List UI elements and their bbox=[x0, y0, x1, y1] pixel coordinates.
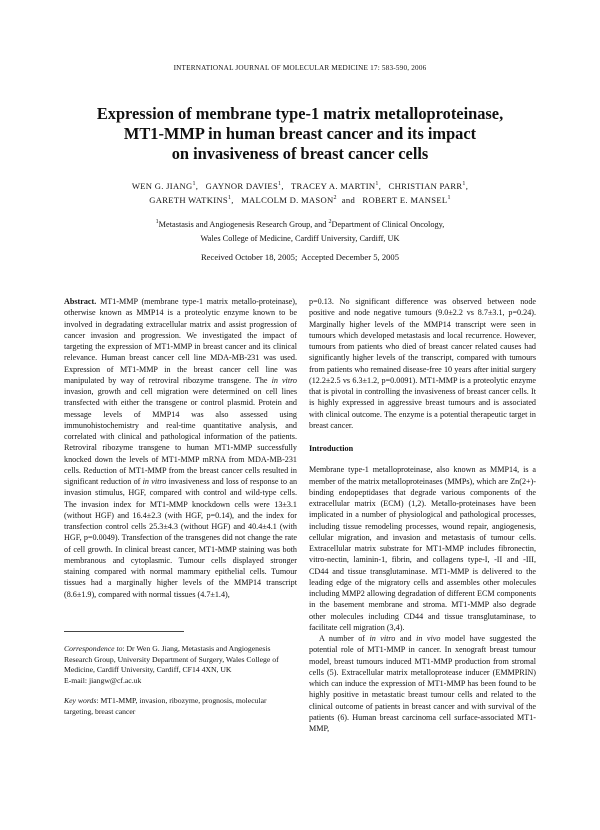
author-sep: , bbox=[195, 181, 204, 191]
intro-italic: in vivo bbox=[416, 634, 441, 643]
running-header: INTERNATIONAL JOURNAL OF MOLECULAR MEDICINE 17: 583-590, 2006 bbox=[173, 64, 427, 72]
article-title bbox=[60, 104, 540, 164]
author-name: GARETH WATKINS bbox=[149, 195, 228, 205]
author-list bbox=[60, 179, 540, 207]
affil-sup-2: 2 bbox=[328, 219, 332, 226]
author-line-2 bbox=[60, 193, 540, 207]
author-sep: and bbox=[336, 195, 360, 205]
intro-italic: in vitro bbox=[369, 634, 396, 643]
intro-paragraph-1: Membrane type-1 metalloproteinase, also known as MMP14, is a member of the matrix metalloproteinases (MMPs), which are Zn(2+)-binding endopeptidases that degrade various components of the extracellular matrix (ECM) (1,2). Metallo-proteinases have been implicated in a number of physiological and pathological processes, including tissue remodeling processes, wound repair, angiogenesis, cellular migration, and invasion and metastasis of tumour cells. Extracellular matrix substrate for MT1-MMP includes fibronectin, vitro-nectin, laminin-1, fibrin, and collagens type-I, -II and -III, CD44 and tissue transglutaminase. MT1-MMP is delivered to the leading edge of the migratory cells and assembles other molecules including MMP2 allowing degradation of different ECM components in the basement membrane and stroma. MT1-MMP also degrade other molecules including CD44 and tissue transglutaminase, to facilitate cell migration (3,4). bbox=[309, 465, 536, 632]
abstract-label: Abstract. bbox=[64, 297, 97, 306]
author-name: MALCOLM D. MASON bbox=[241, 195, 334, 205]
email-note: E-mail: jiangw@cf.ac.uk bbox=[64, 675, 142, 685]
author-sep: , bbox=[231, 195, 239, 205]
intro-text: and bbox=[395, 634, 417, 643]
intro-paragraph-2 bbox=[309, 633, 536, 734]
abstract-text-continued: invasiveness and loss of response to an invasion stimulus, HGF, compared with control and wild-type cells. The invasion index for MT1-MMP knockdown cells were 13±3.1 (without HGF) and 16.4±2.3 (with HGF, p=0.14), and the index for transfection control cells 25.3±4.3 (without HGF) and 40.4±4.1 (with HGF, p=0.0049). Transfection of the transgenes did not change the rate of cell growth. In clinical breast cancer, MT1-MMP staining was both membranous and cytoplasmic. Tumour cells displayed stronger staining compared with normal mammary epithelial cells. Tumour tissues had a marginally higher levels of the MMP14 transcript (8.6±1.9), compared with normal tissues (4.7±1.4), bbox=[64, 477, 298, 599]
correspondence-text: : Dr Wen G. Jiang, Metastasis and Angiogenesis Research Group, University Department of Surgery, Wales College of Medicine, Cardiff University, Cardiff, CF14 4XN, UK bbox=[64, 644, 279, 674]
author-sep: , bbox=[378, 181, 387, 191]
introduction-heading: Introduction bbox=[309, 444, 354, 453]
author-sep: , bbox=[281, 181, 289, 191]
author-name: ROBERT E. MANSEL bbox=[362, 195, 448, 205]
abstract-italic: in vitro bbox=[142, 477, 167, 486]
author-affil-sup: 1 bbox=[192, 181, 196, 188]
abstract-column bbox=[64, 296, 297, 600]
keywords-text: : MT1-MMP, invasion, ribozyme, prognosis, molecular targeting, breast cancer bbox=[64, 696, 267, 716]
title-line-1: Expression of membrane type-1 matrix metalloproteinase, bbox=[96, 104, 504, 123]
author-line-1 bbox=[60, 179, 540, 193]
affiliation-line-1 bbox=[60, 218, 540, 232]
title-line-3: on invasiveness of breast cancer cells bbox=[171, 144, 429, 163]
affil-text-2: Department of Clinical Oncology, bbox=[331, 220, 445, 229]
author-affil-sup: 1 bbox=[278, 181, 282, 188]
affil-text-1: Metastasis and Angiogenesis Research Group, and bbox=[158, 220, 329, 229]
intro-text: A number of bbox=[319, 634, 370, 643]
correspondence-label: Correspondence to bbox=[64, 644, 123, 653]
intro-text: model have suggested the potential role of MT1-MMP in cancer. In xenograft breast tumour model, breast tumours induced MT1-MMP production from stromal cells (5). Extracellular matrix metalloprotease inducer (EMMPRIN) which can induce the expression of MT1-MMP has been found to be highly positive in metastatic breast tumour cells and related to the clinical outcome of patients in breast cancer and with survival of the patients (6). Human breast carcinoma cell surface-associated MT1-MMP, bbox=[309, 634, 536, 733]
author-name: WEN G. JIANG bbox=[131, 181, 193, 191]
title-line-2: MT1-MMP in human breast cancer and its impact bbox=[123, 124, 477, 143]
author-sep: , bbox=[465, 181, 469, 191]
right-column bbox=[309, 296, 536, 734]
affiliations bbox=[60, 218, 540, 246]
correspondence-note bbox=[64, 644, 297, 676]
author-affil-sup: 2 bbox=[333, 195, 337, 202]
affiliation-line-2: Wales College of Medicine, Cardiff University, Cardiff, UK bbox=[200, 234, 400, 243]
keywords-note bbox=[64, 696, 297, 717]
abstract-text: MT1-MMP (membrane type-1 matrix metallo-proteinase), otherwise known as MMP14 is a proteolytic enzyme known to be involved in degradating extracellular matrix and assist progression of cancer invasion and progression. We investigated the impact of targeting the expression of MT1-MMP in breast cancer and its clinical relevance. Human breast cancer cell line MDA-MB-231 was used. Expression of MT1-MMP in the breast cancer cell line was manipulated by way of retroviral ribozyme transgene. The bbox=[64, 297, 297, 385]
keywords-label: Key words bbox=[64, 696, 97, 705]
footnote-rule bbox=[64, 631, 184, 632]
author-affil-sup: 1 bbox=[227, 195, 232, 202]
footnotes bbox=[64, 644, 297, 717]
abstract-paragraph bbox=[64, 296, 297, 600]
author-name: CHRISTIAN PARR bbox=[388, 181, 463, 191]
abstract-text: invasion, growth and cell migration were determined on cell lines transfected with either the transgene or control plasmid. Protein and message levels of MMP14 was also assessed using immunohistochemistry and real-time quantitative analysis, and correlated with clinical and pathological information of the patients. Retroviral ribozyme transgene to human MT1-MMP successfully knocked down the levels of MT1-MMP mRNA from MDA-MB-231 cells. Reduction of MT1-MMP from the breast cancer cells resulted in significant reduction of bbox=[64, 387, 297, 486]
abstract-continuation: p=0.13. No significant difference was observed between node positive and node negative tumours (9.0±2.2 vs 8.7±3.1, p=0.24). Marginally higher levels of the MMP14 transcript were seen in tumours which developed metastasis and local recurrence. However, tumours from patients who died of breast cancer related causes had significantly higher levels of the transcript, compared with tumours from patients who remained disease-free 10 years after initial surgery (12.2±2.5 vs 6.3±1.2, p=0.0091). MT1-MMP is a proteolytic enzyme that is pivotal in controlling the invasiveness of breast cancer cells. It is highly expressed in aggressive breast tumours and is associated with clinical outcome. The enzyme is a potential therapeutic target in breast cancer. bbox=[309, 297, 536, 430]
author-affil-sup: 1 bbox=[462, 181, 466, 188]
author-name: TRACEY A. MARTIN bbox=[291, 181, 376, 191]
author-affil-sup: 1 bbox=[447, 195, 451, 202]
abstract-italic: in vitro bbox=[271, 375, 297, 385]
author-affil-sup: 1 bbox=[375, 181, 379, 188]
author-name: GAYNOR DAVIES bbox=[205, 181, 279, 191]
received-dates: Received October 18, 2005; Accepted December 5, 2005 bbox=[200, 252, 400, 262]
affil-sup-1: 1 bbox=[155, 219, 159, 226]
